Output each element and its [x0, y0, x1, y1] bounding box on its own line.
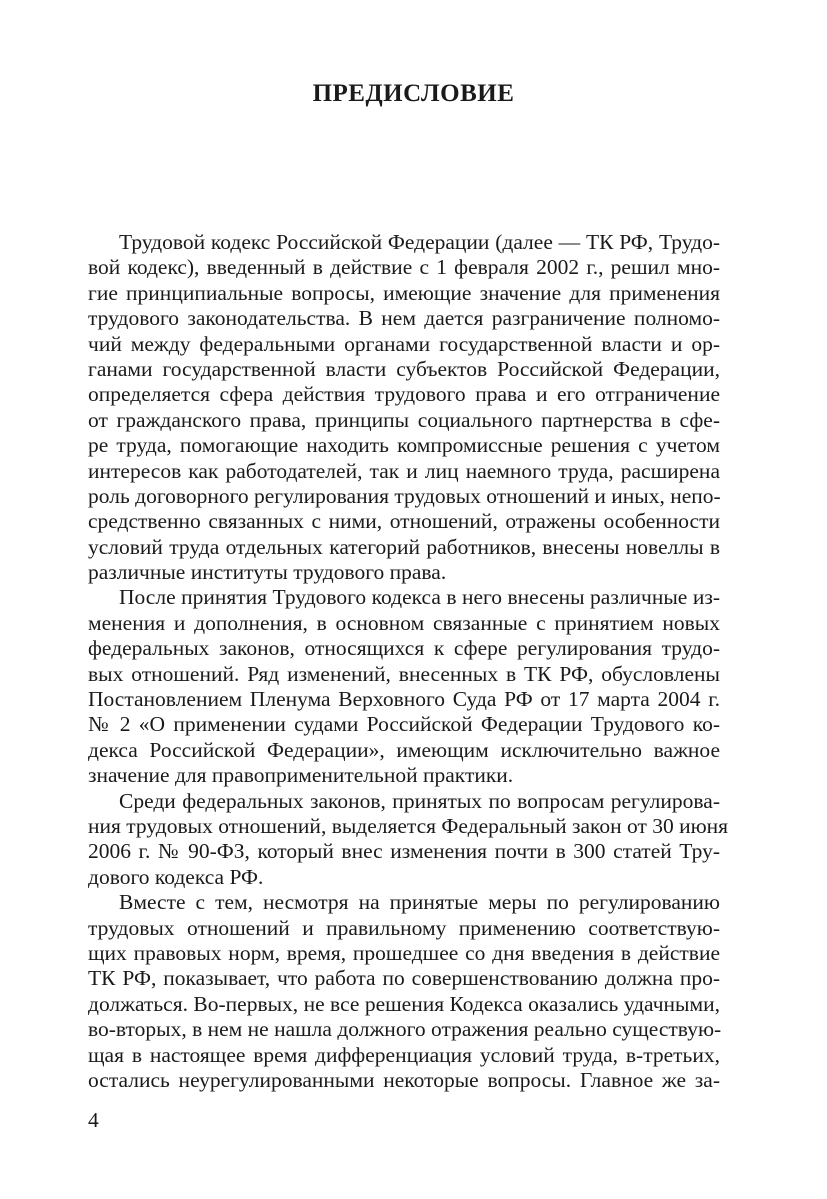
text-line: значение для правоприменительной практики. [88, 763, 514, 788]
text-line: ния трудовых отношений, выделяется Федеральный закон от 30 июня [88, 813, 729, 838]
text-line: федеральных законов, относящихся к сфере регулирования трудо- [88, 636, 720, 661]
text-line: Среди федеральных законов, принятых по вопросам регулирова- [119, 788, 720, 813]
text-line: вой кодекс), введенный в действие с 1 февраля 2002 г., решил мно- [88, 255, 720, 280]
text-line: ганами государственной власти субъектов Российской Федерации, [88, 356, 720, 381]
text-line: во-вторых, в нем не нашла должного отражения реально существую- [88, 1017, 722, 1042]
paragraph [88, 230, 720, 585]
text-line: щих правовых норм, время, прошедшее со дня введения в действие [88, 940, 720, 965]
text-line: Вместе с тем, несмотря на принятые меры по регулированию [119, 890, 720, 915]
text-line: остались неурегулированными некоторые вопросы. Главное же за- [88, 1067, 720, 1092]
paragraph [88, 585, 720, 788]
paragraph [88, 890, 720, 1093]
text-line: ТК РФ, показывает, что работа по совершенствованию должна про- [88, 966, 720, 991]
text-line: № 2 «О применении судами Российской Федерации Трудового ко- [88, 712, 720, 737]
page-title: ПРЕДИСЛОВИЕ [312, 80, 515, 107]
text-line: щая в настоящее время дифференциация условий труда, в-третьих, [88, 1042, 720, 1067]
text-line: ре труда, помогающие находить компромиссные решения с учетом [88, 433, 720, 458]
text-line: средственно связанных с ними, отношений, отражены особенности [88, 509, 720, 534]
text-line: 2006 г. № 90-ФЗ, который внес изменения почти в 300 статей Тру- [88, 839, 720, 864]
body-text [88, 230, 729, 1093]
text-line: Постановлением Пленума Верховного Суда РФ от 17 марта 2004 г. [88, 687, 720, 712]
text-line: различные институты трудового права. [88, 560, 447, 585]
text-line: Трудовой кодекс Российской Федерации (далее — ТК РФ, Трудо- [119, 230, 720, 254]
text-line: декса Российской Федерации», имеющим исключительно важное [88, 737, 720, 762]
text-line: чий между федеральными органами государственной власти и ор- [88, 331, 720, 356]
text-line: роль договорного регулирования трудовых отношений и иных, непо- [88, 483, 721, 508]
text-line: гие принципиальные вопросы, имеющие значение для применения [88, 280, 720, 305]
text-line: интересов как работодателей, так и лиц наемного труда, расширена [88, 458, 720, 483]
text-line: должаться. Во-первых, не все решения Кодекса оказались удачными, [88, 991, 720, 1016]
text-line: менения и дополнения, в основном связанные с принятием новых [88, 610, 720, 635]
text-line: дового кодекса РФ. [88, 864, 264, 889]
text-line: определяется сфера действия трудового права и его отграничение [88, 382, 720, 407]
text-line: вых отношений. Ряд изменений, внесенных в ТК РФ, обусловлены [88, 661, 720, 686]
text-line: трудового законодательства. В нем дается разграничение полномо- [88, 306, 720, 331]
text-line: После принятия Трудового кодекса в него внесены различные из- [119, 585, 720, 610]
page-number: 4 [88, 1108, 99, 1132]
text-line: условий труда отдельных категорий работников, внесены новеллы в [88, 534, 720, 559]
text-line: трудовых отношений и правильному применению соответствую- [88, 915, 720, 940]
text-line: от гражданского права, принципы социального партнерства в сфе- [88, 407, 720, 432]
paragraph [88, 788, 729, 891]
